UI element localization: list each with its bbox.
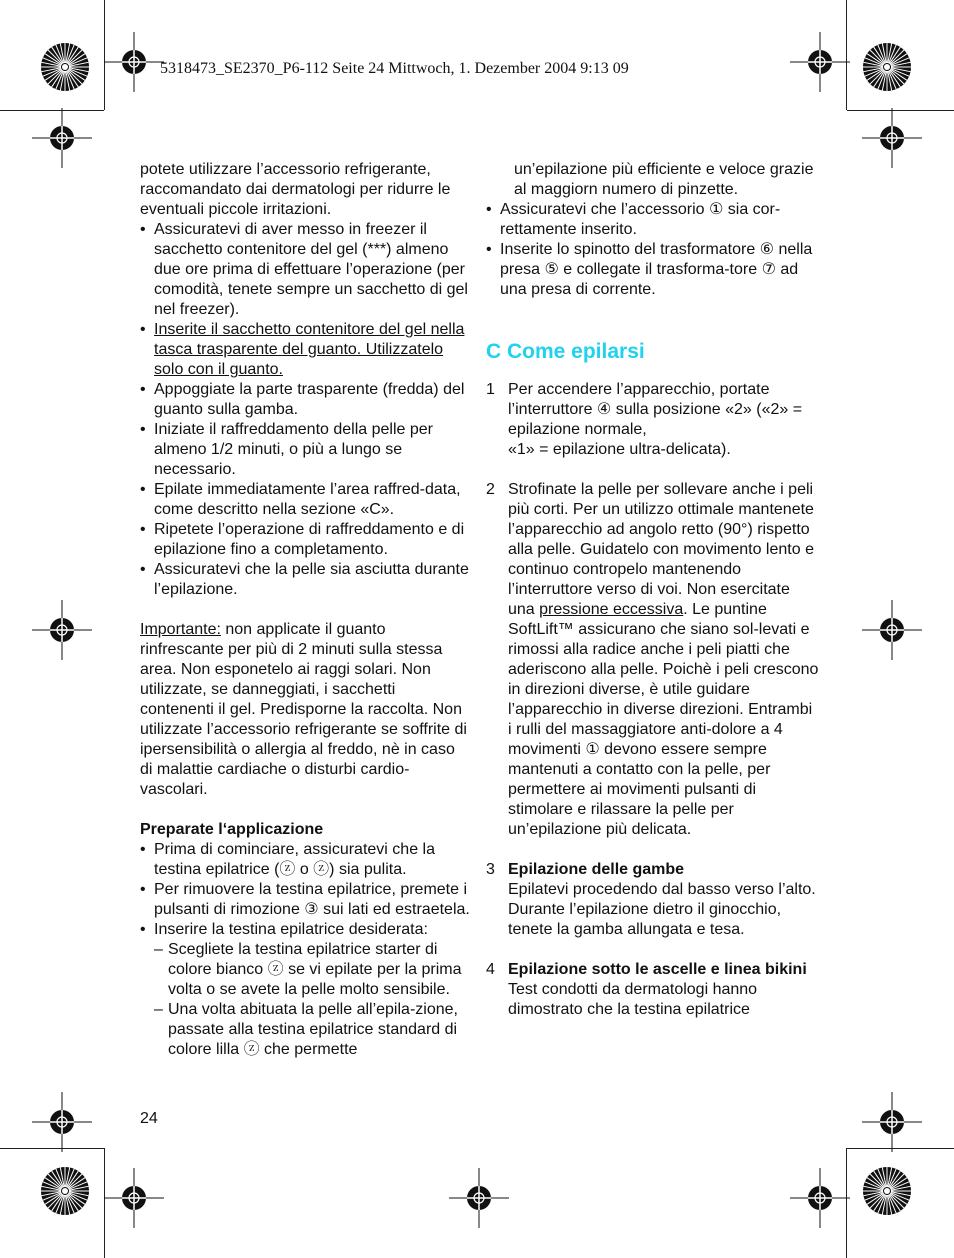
bullet-item: • Prima di cominciare, assicuratevi che la testina epilatrice (ⓩ o ⓩ) sia pulita. (140, 840, 470, 880)
important-text: non applicate il guanto rinfrescante per più di 2 minuti sulla stessa area. Non esponetelo ai raggi solari. Non utilizzate, se danneggiati, i sacchetti contenenti il gel. Predisporne la raccolta. Non utilizzate l’accessorio refrigerante se soffrite di ipersensibilità o allergia al freddo, nè in caso di malattie cardiache o disturbi cardio-vascolari. (140, 621, 467, 798)
step-3: 3 Epilazione delle gambe Epilatevi procedendo dal basso verso l’alto. Durante l’epilazione dietro il ginocchio, tenete la gamba allungata e tesa. (486, 861, 816, 938)
registration-mark-lower-right (862, 1092, 922, 1152)
registration-mark-bottom-right (790, 1168, 850, 1228)
step-2-text-a: Strofinate la pelle per sollevare anche i peli più corti. Per un utilizzo ottimale mantenete l’apparecchio ad angolo retto (90°) rispetto alla pelle. Guidatelo con movimento lento e continuo contropelo mantenendo l’interruttore verso di voi. Non esercitate una (508, 481, 814, 618)
registration-mark-upper-right (862, 108, 922, 168)
right-column (486, 160, 820, 1020)
registration-mark-top-right (790, 32, 850, 92)
starburst-mark-bottom-right (862, 1166, 912, 1216)
step-3-title: Epilazione delle gambe (508, 861, 685, 878)
important-label: Importante: (140, 621, 221, 638)
bullet-item: • Appoggiate la parte trasparente (fredda) del guanto sulla gamba. (140, 380, 470, 420)
bullet-item: • Epilate immediatamente l’area raffred-data, come descritto nella sezione «C». (140, 480, 470, 520)
registration-mark-mid-left (32, 600, 92, 660)
step-2: 2 Strofinate la pelle per sollevare anche i peli più corti. Per un utilizzo ottimale mantenete l’apparecchio ad angolo retto (90°) rispetto alla pelle. Guidatelo con movimento lento e continuo contropelo mantenendo l’interruttore verso di voi. Non esercitate una pressione eccessiva. Le puntine SoftLift™ assicurano che siano sol-levati e rimossi alla radice anche i peli piatti che aderiscono alla pelle. Poichè i peli crescono in direzioni diverse, è utile guidare l’apparecchio in diverse direzioni. Entrambi i rulli del massaggiatore anti-dolore a 4 movimenti ① devono essere sempre mantenuti a contatto con la pelle, per permettere ai movimenti pulsanti di stimolare e rilassare la pelle per un’epilazione più delicata. (486, 481, 819, 838)
cooling-intro: potete utilizzare l’accessorio refrigerante, raccomandato dai dermatologi per ridurre le eventuali piccole irritazioni. (140, 161, 451, 218)
starburst-mark-bottom-left (40, 1166, 90, 1216)
registration-mark-top-left (104, 32, 164, 92)
step-1-text: Per accendere l’apparecchio, portate l’interruttore ④ sulla posizione «2» («2» = epilazione normale, (508, 381, 803, 438)
bullet-item: • Assicuratevi di aver messo in freezer il sacchetto contenitore del gel (***) almeno due ore prima di effettuare l’operazione (per comodità, tenete sempre un sacchetto di gel nel freezer). (140, 220, 470, 320)
step-1-text-b: «1» = epilazione ultra-delicata). (508, 441, 731, 458)
starburst-mark-top-right (862, 42, 912, 92)
dash-item: – Una volta abituata la pelle all’epila-zione, passate alla testina epilatrice standard di colore lilla ⓩ che permette (154, 1001, 458, 1058)
registration-mark-mid-right (862, 600, 922, 660)
bullet-item: • Inserite lo spinotto del trasformatore ⑥ nella presa ⑤ e collegate il trasforma-tore ⑦ ad una presa di corrente. (486, 240, 820, 300)
dash-item: – Scegliete la testina epilatrice starter di colore bianco ⓩ se vi epilate per la prima volta o se avete la pelle molto sensibile. (154, 941, 462, 998)
bullet-item: • Inserire la testina epilatrice desiderata: (140, 920, 470, 940)
registration-mark-upper-left (32, 108, 92, 168)
step-4-title: Epilazione sotto le ascelle e linea bikini (508, 961, 807, 978)
page-number: 24 (140, 1110, 158, 1127)
section-heading: C Come epilarsi (486, 340, 645, 363)
registration-mark-bottom-center (449, 1168, 509, 1228)
bullet-item: • Assicuratevi che l’accessorio ① sia cor-rettamente inserito. (486, 200, 820, 240)
step-4-text: Test condotti da dermatologi hanno dimostrato che la testina epilatrice (508, 981, 758, 1018)
bullet-item: • Ripetete l’operazione di raffreddamento e di epilazione fino a completamento. (140, 520, 470, 560)
bullet-item: • Assicuratevi che la pelle sia asciutta durante l’epilazione. (140, 560, 470, 600)
continued-dash-text: un’epilazione più efficiente e veloce grazie al maggiorn numero di pinzette. (514, 161, 814, 198)
starburst-mark-top-left (40, 42, 90, 92)
step-1: 1 Per accendere l’apparecchio, portate l’interruttore ④ sulla posizione «2» («2» = epilazione normale, «1» = epilazione ultra-delicata). (486, 381, 803, 458)
bullet-item-underlined (140, 320, 470, 380)
print-slug-line: 5318473_SE2370_P6-112 Seite 24 Mittwoch, 1. Dezember 2004 9:13 09 (160, 60, 629, 77)
bullet-item: • Per rimuovere la testina epilatrice, premete i pulsanti di rimozione ③ sui lati ed estraetela. (140, 880, 470, 920)
step-2-text-b: . Le puntine SoftLift™ assicurano che siano sol-levati e rimossi alla radice anche i peli piatti che aderiscono alla pelle. Poichè i peli crescono in direzioni diverse, è utile guidare l’apparecchio in diverse direzioni. Entrambi i rulli del massaggiatore anti-dolore a 4 movimenti ① devono essere sempre mantenuti a contatto con la pelle, per permettere ai movimenti pulsanti di stimolare e rilassare la pelle per un’epilazione più delicata. (508, 601, 819, 838)
left-column (140, 160, 470, 1060)
bullet-item: • Iniziate il raffreddamento della pelle per almeno 1/2 minuti, o più a lungo se necessario. (140, 420, 470, 480)
step-2-underlined: pressione eccessiva (539, 601, 684, 618)
registration-mark-lower-left (32, 1092, 92, 1152)
step-3-text: Epilatevi procedendo dal basso verso l’alto. Durante l’epilazione dietro il ginocchio, tenete la gamba allungata e tesa. (508, 881, 816, 938)
underlined-instruction: Inserite il sacchetto contenitore del gel nella tasca trasparente del guanto. Utilizzatelo solo con il guanto. (154, 321, 465, 378)
step-4: 4 Epilazione sotto le ascelle e linea bikini Test condotti da dermatologi hanno dimostrato che la testina epilatrice (486, 961, 807, 1018)
important-note (140, 620, 470, 800)
preparation-heading: Preparate l‘applicazione (140, 821, 324, 838)
registration-mark-bottom-left (104, 1168, 164, 1228)
